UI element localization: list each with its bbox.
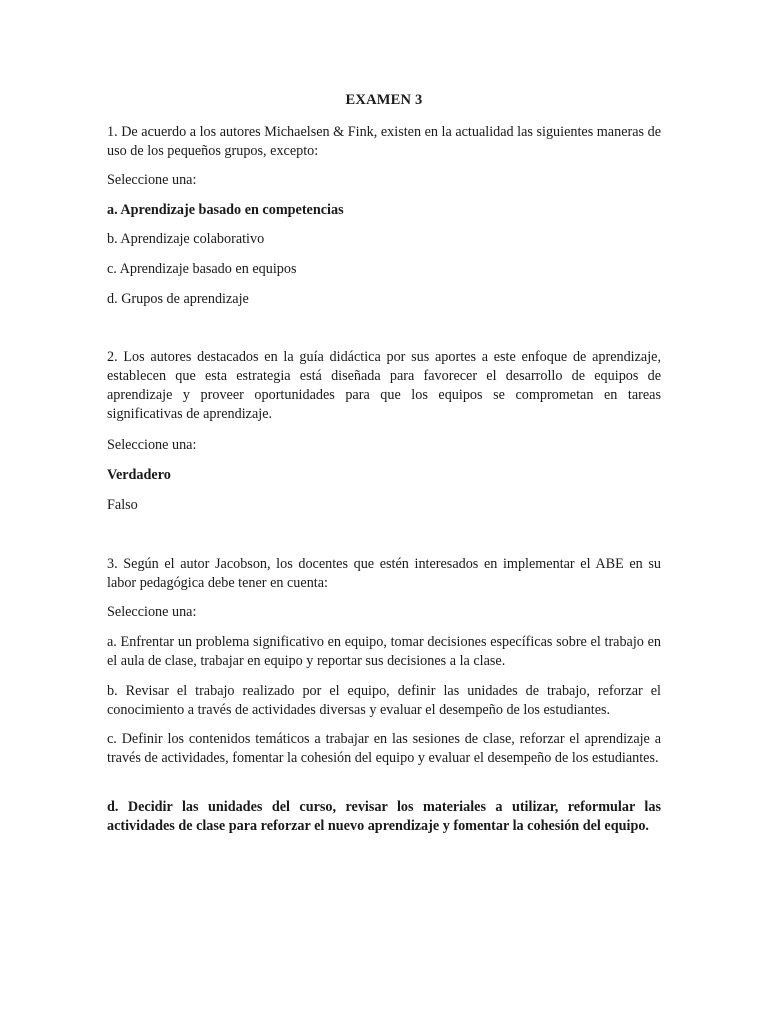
question-3-option-a: a. Enfrentar un problema significativo en equipo, tomar decisiones específicas sobre el trabajo en el aula de clase, trabajar en equipo y reportar sus decisiones a la clase. bbox=[107, 634, 661, 669]
question-3-option-d: d. Decidir las unidades del curso, revisar los materiales a utilizar, reformular las actividades de clase para reforzar el nuevo aprendizaje y fomentar la cohesión del equipo. bbox=[107, 799, 661, 834]
question-1-option-a: a. Aprendizaje basado en competencias bbox=[107, 202, 344, 218]
question-2-text: 2. Los autores destacados en la guía didáctica por sus aportes a este enfoque de aprendizaje, establecen que esta estrategia está diseñada para favorecer el desarrollo de equipos de aprendizaje y proveer oportunidades para que los equipos se comprometan en tareas significativas de aprendizaje. bbox=[107, 349, 661, 422]
question-2-prompt: Seleccione una: bbox=[107, 437, 197, 453]
question-3-option-c: c. Definir los contenidos temáticos a trabajar en las sesiones de clase, reforzar el aprendizaje a través de actividades, fomentar la cohesión del equipo y evaluar el desempeño de los estudiantes. bbox=[107, 731, 661, 766]
question-2-option-false: Falso bbox=[107, 497, 138, 513]
question-1-option-c: c. Aprendizaje basado en equipos bbox=[107, 261, 297, 277]
document-title: EXAMEN 3 bbox=[345, 92, 423, 108]
question-1-prompt: Seleccione una: bbox=[107, 172, 197, 188]
question-3-text: 3. Según el autor Jacobson, los docentes que estén interesados en implementar el ABE en su labor pedagógica debe tener en cuenta: bbox=[107, 556, 661, 591]
question-1-text: 1. De acuerdo a los autores Michaelsen & Fink, existen en la actualidad las siguientes maneras de uso de los pequeños grupos, excepto: bbox=[107, 124, 661, 159]
question-1-option-b: b. Aprendizaje colaborativo bbox=[107, 231, 265, 247]
question-3-option-b: b. Revisar el trabajo realizado por el equipo, definir las unidades de trabajo, reforzar el conocimiento a través de actividades diversas y evaluar el desempeño de los estudiantes. bbox=[107, 683, 661, 718]
question-2-option-true: Verdadero bbox=[107, 467, 171, 483]
question-3-prompt: Seleccione una: bbox=[107, 604, 197, 620]
question-1-option-d: d. Grupos de aprendizaje bbox=[107, 291, 249, 307]
